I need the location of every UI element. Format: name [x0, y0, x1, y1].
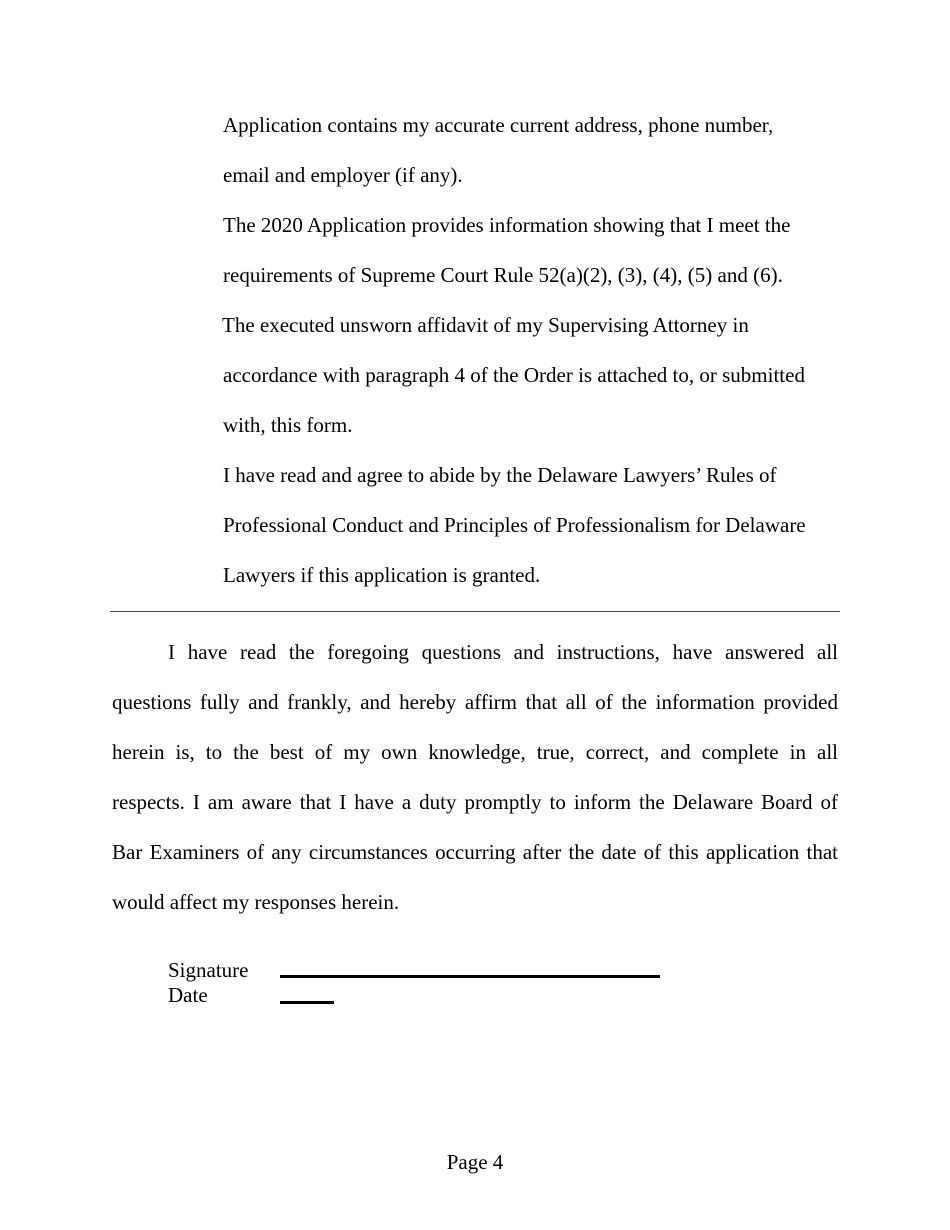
affirmation-line: questions fully and frankly, and hereby affirm that all of the information provided [112, 690, 838, 714]
signature-field[interactable] [280, 975, 660, 978]
affirmation-line: I have read the foregoing questions and instructions, have answered all [168, 640, 838, 664]
section-divider [110, 611, 840, 612]
page-number: Page 4 [446, 1150, 504, 1174]
checklist-line: Professional Conduct and Principles of Professionalism for Delaware [223, 513, 806, 537]
checklist-line: requirements of Supreme Court Rule 52(a)(2), (3), (4), (5) and (6). [223, 263, 783, 287]
checklist-line: I have read and agree to abide by the Delaware Lawyers’ Rules of [223, 463, 777, 487]
affirmation-line: respects. I am aware that I have a duty promptly to inform the Delaware Board of [112, 790, 838, 814]
checklist-line: Application contains my accurate current address, phone number, [223, 113, 774, 137]
affirmation-line: would affect my responses herein. [112, 890, 400, 914]
checklist-line: email and employer (if any). [223, 163, 463, 187]
checklist-line: The 2020 Application provides information showing that I meet the [223, 213, 791, 237]
affirmation-line: herein is, to the best of my own knowledge, true, correct, and complete in all [112, 740, 838, 764]
date-label: Date [168, 983, 208, 1007]
signature-label: Signature [168, 958, 249, 982]
date-field[interactable] [280, 1001, 334, 1004]
checklist-line: The executed unsworn affidavit of my Supervising Attorney in [222, 313, 749, 337]
checklist-line: Lawyers if this application is granted. [223, 563, 541, 587]
affirmation-line: Bar Examiners of any circumstances occurring after the date of this application that [112, 840, 838, 864]
checklist-line: with, this form. [223, 413, 353, 437]
checklist-line: accordance with paragraph 4 of the Order is attached to, or submitted [223, 363, 805, 387]
